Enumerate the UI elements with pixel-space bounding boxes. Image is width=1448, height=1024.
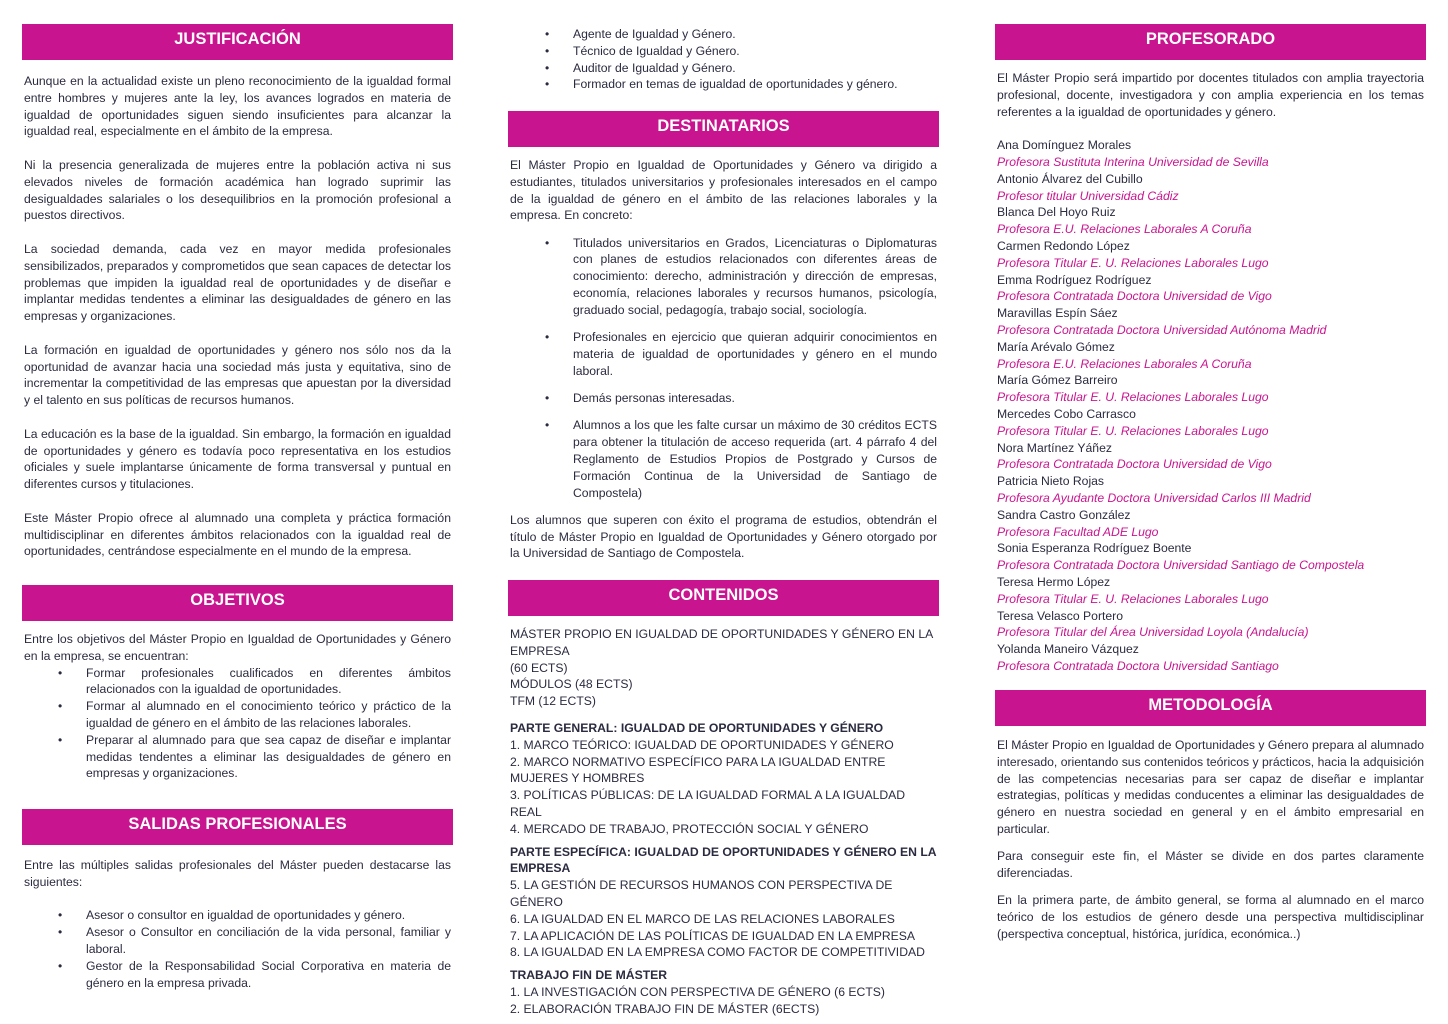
justificacion-paragraph-6: Este Máster Propio ofrece al alumnado una completa y práctica formación multidisciplinar en diferentes ámbitos relacionados con la igualdad real de oportunidades, centrándose especialmente en el mundo de la empresa. [24, 510, 451, 559]
list-item: 5. LA GESTIÓN DE RECURSOS HUMANOS CON PERSPECTIVA DE GÉNERO [510, 878, 893, 909]
profesorado-body [997, 70, 1424, 675]
professor-name: Yolanda Maneiro Vázquez [997, 642, 1139, 657]
objetivos-body [24, 631, 451, 782]
section-title-salidas: SALIDAS PROFESIONALES [22, 809, 453, 845]
contenidos-summary-3: MÓDULOS (48 ECTS) [510, 677, 633, 692]
list-item: 7. LA APLICACIÓN DE LAS POLÍTICAS DE IGUALDAD EN LA EMPRESA [510, 928, 916, 943]
list-item: 2. ELABORACIÓN TRABAJO FIN DE MÁSTER (6ECTS) [510, 1001, 820, 1016]
justificacion-paragraph-3: La sociedad demanda, cada vez en mayor medida profesionales sensibilizados, preparados y comprometidos que sean capaces de detectar los problemas que impiden la igualdad real de oportunidades y de diseñar e implantar medidas tendentes a eliminar las desigualdades de género en las empresas y organizaciones. [24, 241, 451, 324]
professor-role: Profesora Titular E. U. Relaciones Laborales Lugo [997, 255, 1269, 270]
metodologia-body [997, 737, 1424, 943]
salidas-list-continued [573, 26, 937, 93]
professor-name: María Gómez Barreiro [997, 373, 1118, 388]
professor-role: Profesora Sustituta Interina Universidad de Sevilla [997, 154, 1269, 169]
destinatarios-body [510, 157, 937, 562]
justificacion-paragraph-2: Ni la presencia generalizada de mujeres entre la población activa ni sus elevados niveles de formación académica han logrado suprimir las desigualdades salariales o los desequilibrios en la promoción profesional a puestos directivos. [24, 157, 451, 223]
contenidos-tfm-title: TRABAJO FIN DE MÁSTER [510, 968, 668, 983]
professor-role: Profesora Contratada Doctora Universidad Santiago de Compostela [997, 558, 1365, 573]
professor-role: Profesora Contratada Doctora Universidad Autónoma Madrid [997, 322, 1327, 337]
professor-role: Profesor titular Universidad Cádiz [997, 188, 1179, 203]
list-item: • Auditor de Igualdad y Género. [573, 60, 937, 77]
professor-name: Sandra Castro González [997, 507, 1131, 522]
justificacion-paragraph-4: La formación en igualdad de oportunidades y género nos sólo nos da la oportunidad de avanzar hacia una sociedad más justa y equitativa, sino de incrementar la competitividad de las empresas que apuestan por la diversidad y el talento en sus políticas de recursos humanos. [24, 342, 451, 408]
list-item: 1. MARCO TEÓRICO: IGUALDAD DE OPORTUNIDADES Y GÉNERO [510, 737, 894, 752]
list-item: • Formar al alumnado en el conocimiento teórico y práctico de la igualdad de género en el ámbito de las relaciones laborales. [86, 698, 451, 732]
professor-role: Profesora Contratada Doctora Universidad de Vigo [997, 457, 1272, 472]
professor-role: Profesora E.U. Relaciones Laborales A Coruña [997, 356, 1252, 371]
justificacion-paragraph-5: La educación es la base de la igualdad. Sin embargo, la formación en igualdad de oportunidades y género es todavía poco representativa en los estudios oficiales y suele implantarse únicamente de forma transversal y puntual en diferentes cursos y titulaciones. [24, 426, 451, 492]
professor-name: Blanca Del Hoyo Ruiz [997, 205, 1116, 220]
section-title-contenidos: CONTENIDOS [508, 580, 939, 616]
section-title-destinatarios: DESTINATARIOS [508, 111, 939, 147]
professor-name: Mercedes Cobo Carrasco [997, 406, 1136, 421]
contenidos-general-title: PARTE GENERAL: IGUALDAD DE OPORTUNIDADES Y GÉNERO [510, 720, 884, 735]
list-item: 2. MARCO NORMATIVO ESPECÍFICO PARA LA IGUALDAD ENTRE MUJERES Y HOMBRES [510, 754, 886, 786]
contenidos-summary-2: (60 ECTS) [510, 660, 568, 675]
professor-name: Nora Martínez Yáñez [997, 440, 1112, 455]
destinatarios-closing: Los alumnos que superen con éxito el programa de estudios, obtendrán el título de Máster Propio en Igualdad de Oportunidades y Género otorgado por la Universidad de Santiago de Compostela. [510, 512, 937, 561]
destinatarios-list [573, 235, 937, 502]
professor-name: Carmen Redondo López [997, 238, 1130, 253]
contenidos-especifica-title: PARTE ESPECÍFICA: IGUALDAD DE OPORTUNIDADES Y GÉNERO EN LA EMPRESA [510, 844, 937, 876]
list-item: • Formar profesionales cualificados en diferentes ámbitos relacionados con la igualdad de oportunidades. [86, 665, 451, 699]
professor-name: Teresa Velasco Portero [997, 608, 1124, 623]
list-item: • Demás personas interesadas. [573, 390, 937, 407]
metodologia-paragraph-1: El Máster Propio en Igualdad de Oportunidades y Género prepara al alumnado interesado, orientando sus contenidos teóricos y prácticos, hacia la adquisición de las competencias necesarias para ser capaz de diseñar e implantar estrategias, políticas y medidas conducentes a eliminar las desigualdades de género en nuestra sociedad en general y en el ámbito empresarial en particular. [997, 738, 1424, 836]
objetivos-intro: Entre los objetivos del Máster Propio en Igualdad de Oportunidades y Género en la empresa, se encuentran: [24, 632, 451, 663]
list-item: 6. LA IGUALDAD EN EL MARCO DE LAS RELACIONES LABORALES [510, 911, 895, 926]
list-item: • Técnico de Igualdad y Género. [573, 43, 937, 60]
justificacion-paragraph-1: Aunque en la actualidad existe un pleno reconocimiento de la igualdad formal entre hombres y mujeres ante la ley, los avances logrados en materia de igualdad de oportunidades siguen siendo insuficientes para alcanzar la igualdad real, especialmente en el ámbito de la empresa. [24, 74, 451, 139]
professor-role: Profesora Titular E. U. Relaciones Laborales Lugo [997, 591, 1269, 606]
list-item: 4. MERCADO DE TRABAJO, PROTECCIÓN SOCIAL Y GÉNERO [510, 821, 869, 836]
professor-role: Profesora Titular E. U. Relaciones Laborales Lugo [997, 423, 1269, 438]
list-item: 3. POLÍTICAS PÚBLICAS: DE LA IGUALDAD FORMAL A LA IGUALDAD REAL [510, 788, 906, 819]
profesorado-intro: El Máster Propio será impartido por docentes titulados con amplia trayectoria profesional, docente, investigadora y con amplia experiencia en los temas referentes a la igualdad de oportunidades y género. [997, 71, 1424, 119]
profesorado-list [997, 137, 1424, 675]
professor-name: Teresa Hermo López [997, 574, 1111, 589]
list-item: 1. LA INVESTIGACIÓN CON PERSPECTIVA DE GÉNERO (6 ECTS) [510, 984, 885, 999]
destinatarios-intro: El Máster Propio en Igualdad de Oportunidades y Género va dirigido a estudiantes, titulados universitarios y profesionales interesados en el campo de la igualdad de género en el ámbito de las relaciones laborales y la empresa. En concreto: [510, 158, 937, 223]
professor-role: Profesora Facultad ADE Lugo [997, 524, 1159, 539]
contenidos-summary-1: MÁSTER PROPIO EN IGUALDAD DE OPORTUNIDADES Y GÉNERO EN LA EMPRESA [510, 627, 933, 658]
professor-name: Antonio Álvarez del Cubillo [997, 171, 1143, 186]
metodologia-paragraph-2: Para conseguir este fin, el Máster se divide en dos partes claramente diferenciadas. [997, 849, 1424, 881]
list-item: 8. LA IGUALDAD EN LA EMPRESA COMO FACTOR DE COMPETITIVIDAD [510, 945, 925, 960]
list-item: • Formador en temas de igualdad de oportunidades y género. [573, 76, 937, 93]
objetivos-list [86, 665, 451, 783]
professor-name: Emma Rodríguez Rodríguez [997, 272, 1152, 287]
professor-role: Profesora Contratada Doctora Universidad Santiago [997, 658, 1279, 673]
salidas-intro: Entre las múltiples salidas profesionales del Máster pueden destacarse las siguientes: [24, 858, 451, 889]
list-item: • Profesionales en ejercicio que quieran adquirir conocimientos en materia de igualdad de oportunidades y género en el mundo laboral. [573, 329, 937, 379]
professor-role: Profesora Ayudante Doctora Universidad Carlos III Madrid [997, 490, 1311, 505]
salidas-continued [510, 26, 937, 93]
professor-role: Profesora E.U. Relaciones Laborales A Coruña [997, 222, 1252, 237]
professor-role: Profesora Contratada Doctora Universidad de Vigo [997, 289, 1272, 304]
salidas-list [86, 907, 451, 991]
contenidos-summary-4: TFM (12 ECTS) [510, 694, 596, 709]
professor-name: María Arévalo Gómez [997, 339, 1115, 354]
section-title-objetivos: OBJETIVOS [22, 585, 453, 621]
list-item: • Alumnos a los que les falte cursar un máximo de 30 créditos ECTS para obtener la titulación de acceso requerida (art. 4 párrafo 4 del Reglamento de Estudios Propios de Postgrado y Cursos de Formación Continua de la Universidad de Santiago de Compostela) [573, 417, 937, 501]
professor-name: Patricia Nieto Rojas [997, 474, 1105, 489]
section-title-justificacion: JUSTIFICACIÓN [22, 24, 453, 60]
salidas-body [24, 857, 451, 991]
justificacion-body [24, 73, 451, 560]
list-item: • Asesor o Consultor en conciliación de la vida personal, familiar y laboral. [86, 924, 451, 958]
section-title-metodologia: METODOLOGÍA [995, 690, 1426, 726]
list-item: • Preparar al alumnado para que sea capaz de diseñar e implantar medidas tendentes a eliminar las desigualdades de género en empresas y organizaciones. [86, 732, 451, 782]
list-item: • Titulados universitarios en Grados, Licenciaturas o Diplomaturas con planes de estudios relacionados con diferentes áreas de conocimiento: derecho, administración y dirección de empresas, economía, relaciones laborales y recursos humanos, psicología, graduado social, pedagogía, trabajo social, sociología. [573, 235, 937, 319]
section-title-profesorado: PROFESORADO [995, 24, 1426, 60]
list-item: • Asesor o consultor en igualdad de oportunidades y género. [86, 907, 451, 924]
professor-name: Ana Domínguez Morales [997, 138, 1132, 153]
professor-role: Profesora Titular del Área Universidad Loyola (Andalucía) [997, 625, 1309, 640]
professor-name: Sonia Esperanza Rodríguez Boente [997, 541, 1192, 556]
professor-role: Profesora Titular E. U. Relaciones Laborales Lugo [997, 390, 1269, 405]
professor-name: Maravillas Espín Sáez [997, 306, 1118, 321]
contenidos-body [510, 626, 937, 1018]
list-item: • Agente de Igualdad y Género. [573, 26, 937, 43]
list-item: • Gestor de la Responsabilidad Social Corporativa en materia de género en la empresa privada. [86, 958, 451, 992]
metodologia-paragraph-3: En la primera parte, de ámbito general, se forma al alumnado en el marco teórico de los estudios de género desde una perspectiva multidisciplinar (perspectiva conceptual, histórica, jurídica, económica..) [997, 893, 1424, 941]
